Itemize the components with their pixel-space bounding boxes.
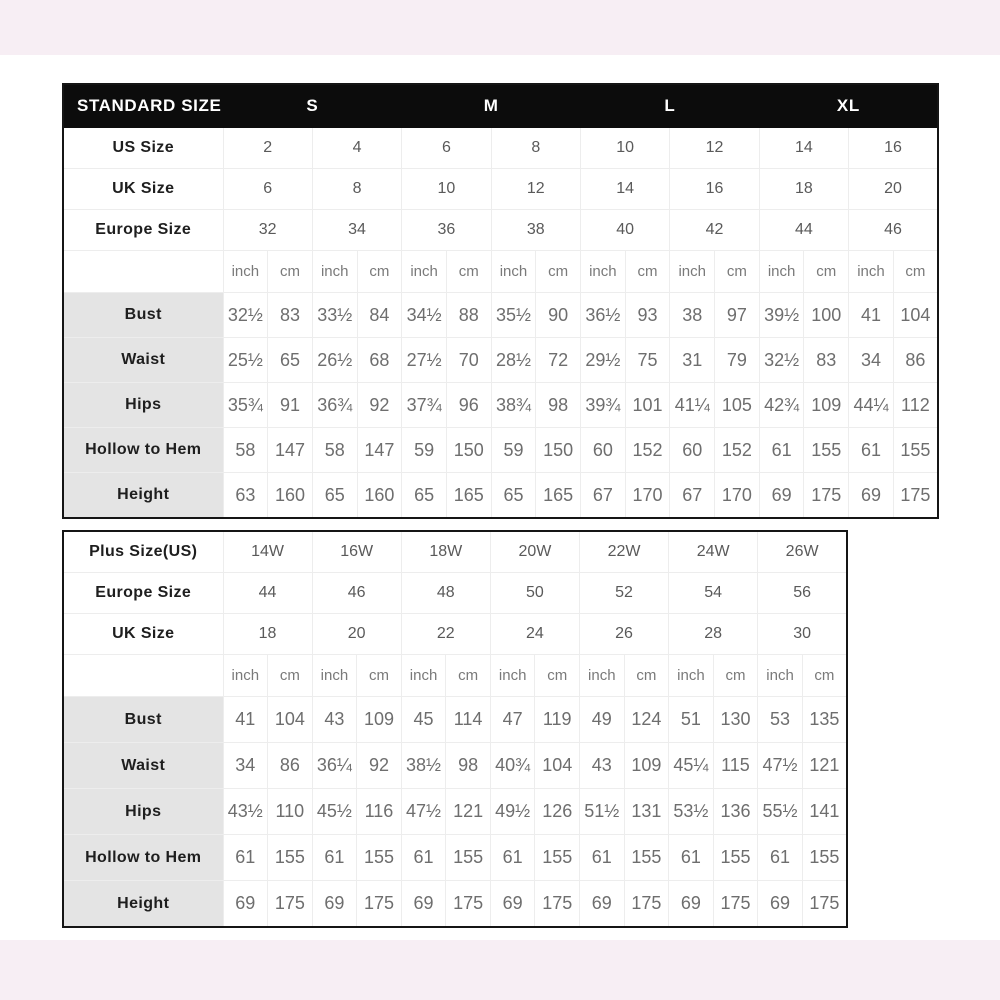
measurement-cell: 34 xyxy=(223,743,268,789)
size-value-cell: 44 xyxy=(759,210,848,251)
size-value-cell: 30 xyxy=(758,614,847,655)
size-value-cell: 42 xyxy=(670,210,759,251)
measurement-cell: 69 xyxy=(669,881,714,928)
measurement-cell: 130 xyxy=(713,697,758,743)
measurement-cell: 58 xyxy=(223,428,268,473)
measurement-cell: 38 xyxy=(670,293,715,338)
measurement-cell: 105 xyxy=(715,383,760,428)
measurement-cell: 155 xyxy=(713,835,758,881)
measurement-cell: 116 xyxy=(357,789,402,835)
measurement-cell: 69 xyxy=(223,881,268,928)
measurement-cell: 109 xyxy=(804,383,849,428)
measurement-row xyxy=(63,473,938,519)
measurement-cell: 121 xyxy=(446,789,491,835)
measurement-cell: 41 xyxy=(849,293,894,338)
measurement-cell: 69 xyxy=(312,881,357,928)
measurement-cell: 150 xyxy=(536,428,581,473)
size-value-cell: 22 xyxy=(401,614,490,655)
measurement-cell: 109 xyxy=(624,743,669,789)
measurement-cell: 152 xyxy=(715,428,760,473)
size-value-cell: 44 xyxy=(223,573,312,614)
table-header-row xyxy=(63,84,938,128)
measurement-cell: 91 xyxy=(268,383,313,428)
measurement-cell: 42¾ xyxy=(759,383,804,428)
measurement-cell: 155 xyxy=(802,835,847,881)
size-value-cell: 20 xyxy=(312,614,401,655)
size-value-cell: 54 xyxy=(669,573,758,614)
unit-inch-label: inch xyxy=(580,655,625,697)
unit-inch-label: inch xyxy=(759,251,804,293)
size-value-cell: 50 xyxy=(490,573,579,614)
size-value-cell: 14 xyxy=(581,169,670,210)
measurement-cell: 175 xyxy=(624,881,669,928)
measurement-cell: 98 xyxy=(536,383,581,428)
size-value-cell: 14 xyxy=(759,128,848,169)
unit-inch-label: inch xyxy=(223,655,268,697)
measurement-cell: 63 xyxy=(223,473,268,519)
measurement-cell: 97 xyxy=(715,293,760,338)
measurement-cell: 38½ xyxy=(401,743,446,789)
size-value-cell: 20W xyxy=(490,531,579,573)
measurement-cell: 38¾ xyxy=(491,383,536,428)
measurement-cell: 175 xyxy=(535,881,580,928)
measurement-cell: 155 xyxy=(357,835,402,881)
measurement-cell: 155 xyxy=(624,835,669,881)
measurement-cell: 36½ xyxy=(581,293,626,338)
measurement-cell: 41¼ xyxy=(670,383,715,428)
size-value-cell: 10 xyxy=(402,169,491,210)
measurement-cell: 36¾ xyxy=(312,383,357,428)
measurement-cell: 25½ xyxy=(223,338,268,383)
measurement-cell: 175 xyxy=(893,473,938,519)
row-label: US Size xyxy=(63,128,223,169)
measurement-cell: 126 xyxy=(535,789,580,835)
measurement-cell: 53½ xyxy=(669,789,714,835)
measurement-cell: 47½ xyxy=(758,743,803,789)
measurement-cell: 39½ xyxy=(759,293,804,338)
measurement-cell: 55½ xyxy=(758,789,803,835)
measurement-cell: 155 xyxy=(893,428,938,473)
measurement-cell: 88 xyxy=(446,293,491,338)
size-group-header: M xyxy=(402,84,581,128)
measurement-cell: 109 xyxy=(357,697,402,743)
size-value-cell: 4 xyxy=(312,128,401,169)
measurement-cell: 61 xyxy=(223,835,268,881)
row-label: Hips xyxy=(63,789,223,835)
unit-cm-label: cm xyxy=(893,251,938,293)
unit-cm-label: cm xyxy=(268,655,313,697)
size-value-cell: 10 xyxy=(581,128,670,169)
measurement-cell: 47½ xyxy=(401,789,446,835)
unit-cm-label: cm xyxy=(446,251,491,293)
size-value-cell: 16W xyxy=(312,531,401,573)
measurement-cell: 69 xyxy=(490,881,535,928)
measurement-cell: 75 xyxy=(625,338,670,383)
measurement-cell: 170 xyxy=(625,473,670,519)
measurement-cell: 60 xyxy=(581,428,626,473)
measurement-row xyxy=(63,293,938,338)
measurement-cell: 93 xyxy=(625,293,670,338)
row-label: UK Size xyxy=(63,169,223,210)
size-value-cell: 14W xyxy=(223,531,312,573)
measurement-cell: 147 xyxy=(357,428,402,473)
measurement-cell: 67 xyxy=(581,473,626,519)
unit-cm-label: cm xyxy=(535,655,580,697)
measurement-cell: 45¼ xyxy=(669,743,714,789)
size-value-cell: 18 xyxy=(759,169,848,210)
size-value-cell: 28 xyxy=(669,614,758,655)
size-value-cell: 26 xyxy=(580,614,669,655)
measurement-cell: 69 xyxy=(580,881,625,928)
unit-inch-label: inch xyxy=(401,655,446,697)
measurement-cell: 31 xyxy=(670,338,715,383)
measurement-cell: 49 xyxy=(580,697,625,743)
measurement-cell: 61 xyxy=(849,428,894,473)
measurement-cell: 45 xyxy=(401,697,446,743)
size-row xyxy=(63,128,938,169)
size-value-cell: 18 xyxy=(223,614,312,655)
measurement-row xyxy=(63,428,938,473)
measurement-cell: 61 xyxy=(580,835,625,881)
measurement-cell: 147 xyxy=(268,428,313,473)
size-value-cell: 22W xyxy=(580,531,669,573)
measurement-cell: 170 xyxy=(715,473,760,519)
measurement-cell: 101 xyxy=(625,383,670,428)
row-label: UK Size xyxy=(63,614,223,655)
measurement-cell: 83 xyxy=(804,338,849,383)
measurement-row xyxy=(63,789,847,835)
size-group-header: L xyxy=(581,84,760,128)
measurement-cell: 29½ xyxy=(581,338,626,383)
measurement-cell: 65 xyxy=(312,473,357,519)
size-row xyxy=(63,210,938,251)
size-value-cell: 56 xyxy=(758,573,847,614)
size-value-cell: 36 xyxy=(402,210,491,251)
measurement-cell: 83 xyxy=(268,293,313,338)
size-row xyxy=(63,169,938,210)
unit-inch-label: inch xyxy=(758,655,803,697)
measurement-cell: 39¾ xyxy=(581,383,626,428)
measurement-cell: 86 xyxy=(893,338,938,383)
size-row xyxy=(63,614,847,655)
size-value-cell: 38 xyxy=(491,210,580,251)
measurement-cell: 86 xyxy=(268,743,313,789)
size-value-cell: 24 xyxy=(490,614,579,655)
measurement-cell: 59 xyxy=(402,428,447,473)
row-label-empty xyxy=(63,655,223,697)
unit-cm-label: cm xyxy=(802,655,847,697)
measurement-row xyxy=(63,338,938,383)
measurement-cell: 65 xyxy=(268,338,313,383)
measurement-cell: 40¾ xyxy=(490,743,535,789)
measurement-cell: 51½ xyxy=(580,789,625,835)
size-value-cell: 46 xyxy=(849,210,938,251)
measurement-cell: 34 xyxy=(849,338,894,383)
measurement-cell: 112 xyxy=(893,383,938,428)
top-pink-band xyxy=(0,0,1000,55)
measurement-cell: 90 xyxy=(536,293,581,338)
unit-cm-label: cm xyxy=(268,251,313,293)
measurement-cell: 33½ xyxy=(312,293,357,338)
measurement-cell: 61 xyxy=(758,835,803,881)
measurement-cell: 43 xyxy=(312,697,357,743)
size-value-cell: 16 xyxy=(670,169,759,210)
measurement-cell: 68 xyxy=(357,338,402,383)
measurement-row xyxy=(63,835,847,881)
measurement-cell: 136 xyxy=(713,789,758,835)
measurement-cell: 114 xyxy=(446,697,491,743)
measurement-cell: 69 xyxy=(759,473,804,519)
size-value-cell: 18W xyxy=(401,531,490,573)
unit-inch-label: inch xyxy=(581,251,626,293)
measurement-row xyxy=(63,743,847,789)
row-label: Hollow to Hem xyxy=(63,428,223,473)
measurement-cell: 49½ xyxy=(490,789,535,835)
unit-cm-label: cm xyxy=(625,251,670,293)
measurement-cell: 35½ xyxy=(491,293,536,338)
measurement-cell: 104 xyxy=(893,293,938,338)
measurement-cell: 175 xyxy=(446,881,491,928)
row-label-empty xyxy=(63,251,223,293)
size-row xyxy=(63,573,847,614)
measurement-cell: 34½ xyxy=(402,293,447,338)
measurement-row xyxy=(63,697,847,743)
unit-inch-label: inch xyxy=(491,251,536,293)
size-value-cell: 48 xyxy=(401,573,490,614)
measurement-cell: 110 xyxy=(268,789,313,835)
unit-cm-label: cm xyxy=(446,655,491,697)
unit-inch-label: inch xyxy=(312,655,357,697)
size-value-cell: 34 xyxy=(312,210,401,251)
measurement-cell: 115 xyxy=(713,743,758,789)
size-value-cell: 12 xyxy=(491,169,580,210)
measurement-cell: 141 xyxy=(802,789,847,835)
standard-size-table xyxy=(62,83,939,519)
size-value-cell: 6 xyxy=(223,169,312,210)
measurement-cell: 61 xyxy=(669,835,714,881)
measurement-cell: 84 xyxy=(357,293,402,338)
unit-inch-label: inch xyxy=(669,655,714,697)
row-label: Bust xyxy=(63,697,223,743)
row-label: Europe Size xyxy=(63,210,223,251)
measurement-cell: 59 xyxy=(491,428,536,473)
size-value-cell: 24W xyxy=(669,531,758,573)
measurement-cell: 98 xyxy=(446,743,491,789)
measurement-cell: 175 xyxy=(357,881,402,928)
measurement-cell: 32½ xyxy=(759,338,804,383)
measurement-cell: 104 xyxy=(268,697,313,743)
row-label: Waist xyxy=(63,338,223,383)
row-label: Europe Size xyxy=(63,573,223,614)
row-label: Hollow to Hem xyxy=(63,835,223,881)
unit-inch-label: inch xyxy=(312,251,357,293)
unit-inch-label: inch xyxy=(670,251,715,293)
measurement-cell: 79 xyxy=(715,338,760,383)
measurement-cell: 70 xyxy=(446,338,491,383)
size-row xyxy=(63,531,847,573)
size-value-cell: 16 xyxy=(849,128,938,169)
size-group-header: XL xyxy=(759,84,938,128)
measurement-cell: 124 xyxy=(624,697,669,743)
measurement-cell: 96 xyxy=(446,383,491,428)
measurement-cell: 27½ xyxy=(402,338,447,383)
measurement-cell: 131 xyxy=(624,789,669,835)
size-group-header: S xyxy=(223,84,402,128)
size-value-cell: 2 xyxy=(223,128,312,169)
measurement-cell: 72 xyxy=(536,338,581,383)
unit-cm-label: cm xyxy=(715,251,760,293)
measurement-cell: 69 xyxy=(401,881,446,928)
size-value-cell: 40 xyxy=(581,210,670,251)
measurement-cell: 152 xyxy=(625,428,670,473)
measurement-cell: 32½ xyxy=(223,293,268,338)
unit-row xyxy=(63,251,938,293)
row-label: Bust xyxy=(63,293,223,338)
plus-size-table xyxy=(62,530,848,928)
size-value-cell: 6 xyxy=(402,128,491,169)
unit-inch-label: inch xyxy=(223,251,268,293)
unit-cm-label: cm xyxy=(536,251,581,293)
size-value-cell: 26W xyxy=(758,531,847,573)
measurement-cell: 135 xyxy=(802,697,847,743)
measurement-cell: 45½ xyxy=(312,789,357,835)
row-label: Height xyxy=(63,473,223,519)
unit-row xyxy=(63,655,847,697)
measurement-cell: 53 xyxy=(758,697,803,743)
measurement-cell: 175 xyxy=(268,881,313,928)
measurement-cell: 61 xyxy=(759,428,804,473)
measurement-cell: 175 xyxy=(713,881,758,928)
row-label: Hips xyxy=(63,383,223,428)
measurement-cell: 165 xyxy=(446,473,491,519)
measurement-cell: 65 xyxy=(402,473,447,519)
bottom-pink-band xyxy=(0,940,1000,1000)
unit-inch-label: inch xyxy=(402,251,447,293)
measurement-cell: 60 xyxy=(670,428,715,473)
measurement-cell: 67 xyxy=(670,473,715,519)
measurement-cell: 26½ xyxy=(312,338,357,383)
measurement-cell: 44¼ xyxy=(849,383,894,428)
measurement-cell: 36¼ xyxy=(312,743,357,789)
measurement-cell: 69 xyxy=(849,473,894,519)
measurement-cell: 65 xyxy=(491,473,536,519)
row-label: Height xyxy=(63,881,223,928)
unit-inch-label: inch xyxy=(849,251,894,293)
measurement-cell: 35¾ xyxy=(223,383,268,428)
measurement-cell: 155 xyxy=(268,835,313,881)
size-value-cell: 12 xyxy=(670,128,759,169)
measurement-cell: 37¾ xyxy=(402,383,447,428)
measurement-cell: 119 xyxy=(535,697,580,743)
unit-cm-label: cm xyxy=(624,655,669,697)
unit-cm-label: cm xyxy=(713,655,758,697)
measurement-cell: 47 xyxy=(490,697,535,743)
measurement-cell: 155 xyxy=(535,835,580,881)
table-title: STANDARD SIZE xyxy=(63,84,223,128)
measurement-cell: 92 xyxy=(357,383,402,428)
measurement-cell: 43 xyxy=(580,743,625,789)
measurement-cell: 121 xyxy=(802,743,847,789)
measurement-cell: 43½ xyxy=(223,789,268,835)
row-label: Waist xyxy=(63,743,223,789)
size-value-cell: 8 xyxy=(312,169,401,210)
unit-cm-label: cm xyxy=(357,655,402,697)
row-label: Plus Size(US) xyxy=(63,531,223,573)
measurement-cell: 92 xyxy=(357,743,402,789)
measurement-cell: 58 xyxy=(312,428,357,473)
measurement-row xyxy=(63,383,938,428)
size-value-cell: 52 xyxy=(580,573,669,614)
unit-cm-label: cm xyxy=(357,251,402,293)
measurement-cell: 165 xyxy=(536,473,581,519)
unit-cm-label: cm xyxy=(804,251,849,293)
measurement-cell: 175 xyxy=(804,473,849,519)
measurement-cell: 61 xyxy=(312,835,357,881)
measurement-cell: 61 xyxy=(401,835,446,881)
measurement-cell: 28½ xyxy=(491,338,536,383)
measurement-cell: 69 xyxy=(758,881,803,928)
measurement-cell: 155 xyxy=(446,835,491,881)
measurement-row xyxy=(63,881,847,928)
measurement-cell: 51 xyxy=(669,697,714,743)
measurement-cell: 160 xyxy=(357,473,402,519)
size-value-cell: 46 xyxy=(312,573,401,614)
measurement-cell: 150 xyxy=(446,428,491,473)
measurement-cell: 160 xyxy=(268,473,313,519)
measurement-cell: 61 xyxy=(490,835,535,881)
measurement-cell: 104 xyxy=(535,743,580,789)
unit-inch-label: inch xyxy=(490,655,535,697)
measurement-cell: 175 xyxy=(802,881,847,928)
size-value-cell: 32 xyxy=(223,210,312,251)
size-value-cell: 8 xyxy=(491,128,580,169)
measurement-cell: 100 xyxy=(804,293,849,338)
measurement-cell: 41 xyxy=(223,697,268,743)
measurement-cell: 155 xyxy=(804,428,849,473)
size-value-cell: 20 xyxy=(849,169,938,210)
